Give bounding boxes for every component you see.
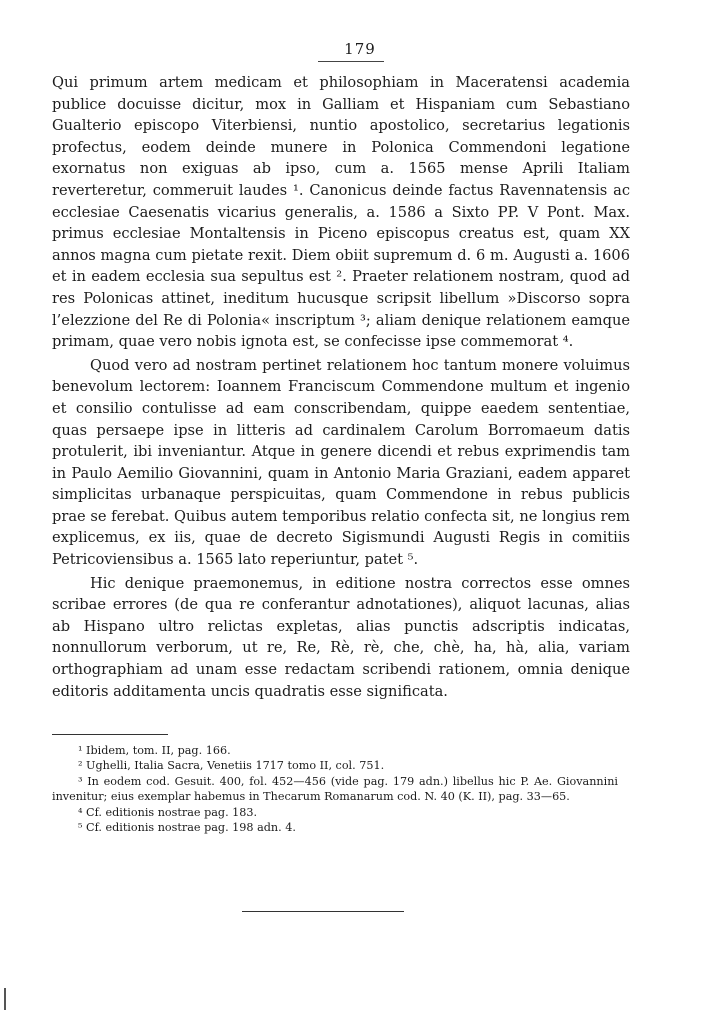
page-number-underline — [318, 61, 384, 62]
footnote-5: ⁵ Cf. editionis nostrae pag. 198 adn. 4. — [78, 821, 296, 835]
footnote-1: ¹ Ibidem, tom. II, pag. 166. — [78, 744, 231, 757]
page-number: 179 — [344, 40, 376, 58]
paragraph-1: Qui primum artem medicam et philosophiam in Maceratensi academia publice docuisse dicitur, mox in Galliam et Hispaniam cum Sebastiano Gualterio episcopo Viterbiensi, nuntio apostolico, secretarius legationis profectus, eodem deinde munere in Polonica Commendoni legatione exornatus non exiguas ab ipso, cum a. 1565 mense Aprili Italiam reverteretur, commeruit laudes ¹. Canonicus deinde factus Ravennatensis ac ecclesiae Caesenatis vicarius generalis, a. 1586 a Sixto PP. V Pont. Max. primus ecclesiae Montaltensis in Piceno episcopus creatus est, quam XX annos magna cum pietate rexit. Diem obiit supremum d. 6 m. Augusti a. 1606 et in eadem ecclesia sua sepultus est ². Praeter relationem nostram, quod ad res Polonicas attinet, ineditum hucusque scripsit libellum »Discorso sopra l’elezzione del Re di Polonia« inscriptum ³; aliam denique relationem eamque primam, quae vero nobis ignota est, se confecisse ipse commemorat ⁴. — [52, 74, 630, 351]
paragraph-2: Quod vero ad nostram pertinet relationem hoc tantum monere voluimus benevolum lectorem: Ioannem Franciscum Commendone multum et ingenio et consilio contulisse ad eam conscribendam, quippe eaedem sententiae, quas persaepe ipse in litteris ad cardinalem Carolum Borromaeum datis protulerit, ibi inveniantur. Atque in genere dicendi et rebus exprimendis tam in Paulo Aemilio Giovannini, quam in Antonio Maria Graziani, eadem apparet simplicitas urbanaque perspicuitas, quam Commendone in rebus publicis prae se ferebat. Quibus autem temporibus relatio confecta sit, ne longius rem explicemus, ex iis, quae de decreto Sigismundi Augusti Regis in comitiis Petricoviensibus a. 1565 lato reperiuntur, patet ⁵. — [52, 356, 630, 569]
footnote-2: ² Ughelli, Italia Sacra, Venetiis 1717 tomo II, col. 751. — [78, 759, 385, 773]
body-text — [52, 72, 630, 702]
footnotes — [52, 743, 618, 835]
footnote-separator — [52, 734, 168, 735]
scan-edge-mark — [4, 988, 6, 1010]
paragraph-3: Hic denique praemonemus, in editione nostra correctos esse omnes scribae errores (de qua re conferantur adnotationes), aliquot lacunas, alias ab Hispano ultro relictas expletas, alias punctis adscriptis indicatas, nonnullorum verborum, ut re, Re, Rè, rè, che, chè, ha, hà, alia, variam orthographiam ad unam esse redactam scribendi rationem, omnia denique editoris additamenta uncis quadratis esse significata. — [52, 574, 630, 700]
footnote-4: ⁴ Cf. editionis nostrae pag. 183. — [78, 805, 258, 819]
end-rule — [242, 911, 404, 912]
footnote-3: ³ In eodem cod. Gesuit. 400, fol. 452—456 (vide pag. 179 adn.) libellus hic P. Ae. Giovannini invenitur; eius exemplar habemus in Thecarum Romanarum cod. N. 40 (K. II), pag. 33—65. — [52, 774, 618, 804]
